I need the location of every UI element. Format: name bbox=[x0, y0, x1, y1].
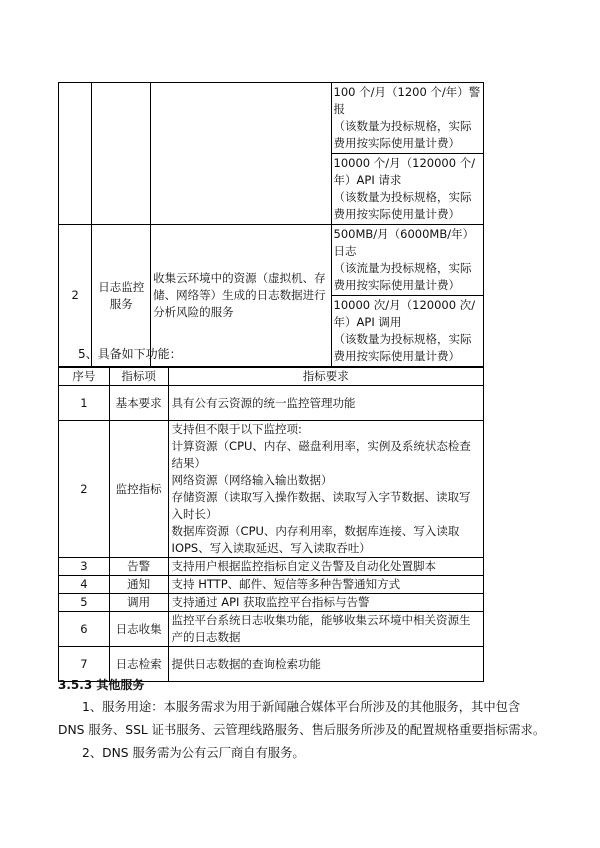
table-row bbox=[59, 612, 484, 647]
section-heading: 3.5.3 其他服务 bbox=[58, 678, 145, 692]
requirement-line: 支持但不限于以下监控项: bbox=[171, 422, 302, 436]
requirement-line: 存储资源（读取写入操作数据、读取写入字节数据、读取写入时长） bbox=[171, 490, 471, 521]
row-requirement: 支持通过 API 获取监控平台指标与告警 bbox=[168, 594, 483, 612]
metric-note: （该数量为投标规格，实际费用按实际使用量计费） bbox=[333, 332, 472, 363]
requirement-line: 数据库资源（CPU、内存利用率，数据库连接、写入读取IOPS、写入读取延迟、写入读取吞吐） bbox=[171, 524, 460, 555]
requirement-line: 计算资源（CPU、内存、磁盘利用率，实例及系统状态检查结果） bbox=[171, 439, 471, 470]
paragraph-2: 2、DNS 服务需为公有云厂商自有服务。 bbox=[82, 746, 305, 760]
row-item: 基本要求 bbox=[109, 386, 168, 421]
service-description: 收集云环境中的资源（虚拟机、存储、网络等）生成的日志数据进行分析风险的服务 bbox=[151, 225, 331, 367]
metric-note: （该数量为投标规格，实际费用按实际使用量计费） bbox=[333, 119, 472, 150]
table-row bbox=[59, 386, 484, 421]
table-row bbox=[59, 594, 484, 612]
row-requirement: 监控平台系统日志收集功能，能够收集云环境中相关资源生产的日志数据 bbox=[168, 612, 483, 647]
table-row bbox=[59, 225, 484, 296]
metric-note: （该数量为投标规格，实际费用按实际使用量计费） bbox=[333, 190, 472, 221]
row-no: 4 bbox=[59, 576, 110, 594]
service-number: 2 bbox=[59, 225, 92, 367]
header-requirement: 指标要求 bbox=[168, 368, 483, 386]
metric-text: 100 个/月（1200 个/年）警报 bbox=[333, 85, 481, 116]
row-item: 告警 bbox=[109, 558, 168, 576]
table-row bbox=[59, 83, 484, 154]
row-no: 3 bbox=[59, 558, 110, 576]
table-row bbox=[59, 576, 484, 594]
row-requirement: 具有公有云资源的统一监控管理功能 bbox=[168, 386, 483, 421]
service-name: 日志监控服务 bbox=[92, 225, 151, 367]
service-spec-table bbox=[58, 82, 484, 367]
row-no: 2 bbox=[59, 421, 110, 558]
requirement-line: 网络资源（网络输入输出数据） bbox=[171, 473, 333, 487]
header-item: 指标项 bbox=[109, 368, 168, 386]
row-requirement: 支持 HTTP、邮件、短信等多种告警通知方式 bbox=[168, 576, 483, 594]
table-cell bbox=[92, 83, 151, 225]
metric-note: （该流量为投标规格，实际费用按实际使用量计费） bbox=[333, 261, 472, 292]
function-table bbox=[58, 367, 484, 682]
row-no: 1 bbox=[59, 386, 110, 421]
table-cell bbox=[151, 83, 331, 225]
metric-text: 500MB/月（6000MB/年）日志 bbox=[333, 227, 475, 258]
row-item: 调用 bbox=[109, 594, 168, 612]
table-cell bbox=[331, 296, 483, 367]
row-item: 日志收集 bbox=[109, 612, 168, 647]
metric-text: 10000 次/月（120000 次/年）API 调用 bbox=[333, 298, 476, 329]
row-requirement: 支持用户根据监控指标自定义告警及自动化处置脚本 bbox=[168, 558, 483, 576]
row-item: 通知 bbox=[109, 576, 168, 594]
table-cell bbox=[331, 83, 483, 154]
table-header-row bbox=[59, 368, 484, 386]
table-row bbox=[59, 421, 484, 558]
row-requirement bbox=[168, 421, 483, 558]
table-cell bbox=[331, 225, 483, 296]
row-no: 7 bbox=[59, 647, 110, 682]
table-cell bbox=[59, 83, 92, 225]
paragraph-1: 1、服务用途：本服务需求为用于新闻融合媒体平台所涉及的其他服务，其中包含 DNS 服务、SSL 证书服务、云管理线路服务、售后服务所涉及的配置规格重要指标需求。 bbox=[58, 700, 546, 737]
functions-intro: 5、具备如下功能： bbox=[78, 347, 182, 361]
row-requirement: 提供日志数据的查询检索功能 bbox=[168, 647, 483, 682]
row-item: 日志检索 bbox=[109, 647, 168, 682]
row-item: 监控指标 bbox=[109, 421, 168, 558]
table-cell bbox=[331, 154, 483, 225]
table-row bbox=[59, 558, 484, 576]
row-no: 6 bbox=[59, 612, 110, 647]
header-no: 序号 bbox=[59, 368, 110, 386]
metric-text: 10000 个/月（120000 个/年）API 请求 bbox=[333, 156, 476, 187]
row-no: 5 bbox=[59, 594, 110, 612]
